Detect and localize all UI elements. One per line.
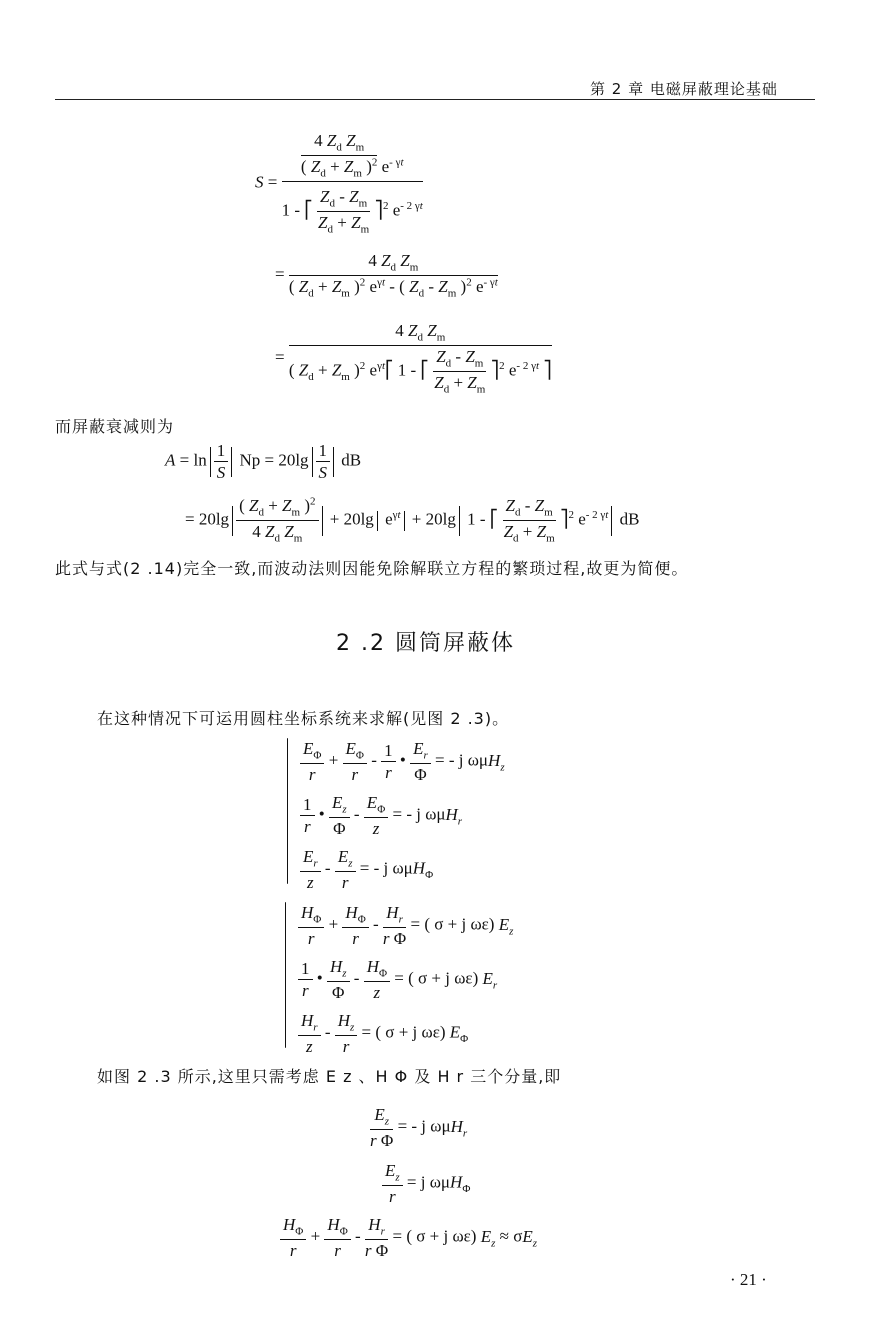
equation-final-2: $\frac{E_z}{r}$ = j ωμH$_\Phi$: [382, 1160, 470, 1207]
equation-s-2: = 4 $Z_d$ $Z_m$ ( $Z_d + Z_m$ )$^2$ $e^{\gamma t}$ - ( $Z_d - Z_m$ )$^2$ $e^{- \gamma t}$: [275, 251, 498, 300]
equation-h-3: $\frac{H_r}{z}$ - $\frac{H_z}{r}$ = ( σ + j ωε) $E_\Phi$: [298, 1010, 468, 1057]
equation-e-3: $\frac{E_r}{z}$ - $\frac{E_z}{r}$ = - j ωμH$_\Phi$: [300, 846, 433, 893]
paragraph-conclusion: 此式与式(2 .14)完全一致,而波动法则因能免除解联立方程的繁琐过程,故更为简便。: [55, 559, 689, 578]
page-number: · 21 ·: [730, 1270, 767, 1289]
section-title: 2 .2 圆筒屏蔽体: [336, 631, 515, 656]
equation-final-1: $\frac{E_z}{\text{r Φ}}$ = - j ωμH$_r$: [370, 1105, 468, 1151]
paragraph-cylinder-intro: 在这种情况下可运用圆柱坐标系统来求解(见图 2 .3)。: [97, 709, 510, 728]
running-header: 第 2 章 电磁屏蔽理论基础: [590, 80, 778, 98]
equation-s-3: = 4 $Z_d$ $Z_m$ ( $Z_d + Z_m$ )$^2$ $e^{\gamma t}⎡$ 1 - ⎡ $\frac{Z_d - Z_m}{Z_d + Z_m}$ ⎤$^2$ $e^{- 2 \gamma t}$ ⎤: [275, 321, 552, 396]
equation-s-1: S = $\frac{4 Z_d Z_m}{( Z_d + Z_m )^2}$ $e^{- \gamma t}$ 1 - ⎡ $\frac{Z_d - Z_m}{Z_d + Z_m}$ ⎤$^2$ $e^{- 2 \gamma t}$: [255, 131, 423, 236]
header-rule: [55, 99, 815, 100]
equation-e-2: $\frac{1}{r}$ • $\frac{E_z}{\Phi}$ - $\frac{E_\Phi}{z}$ = - j ωμH$_r$: [300, 792, 462, 839]
brace-h-system: [285, 902, 286, 1048]
equation-final-3: $\frac{H_\Phi}{r}$ + $\frac{H_\Phi}{r}$ - $\frac{H_r}{\text{r Φ}}$ = ( σ + j ωε) $E_z \approx \sigma E_z$: [280, 1214, 537, 1261]
equation-h-2: $\frac{1}{r}$ • $\frac{H_z}{\Phi}$ - $\frac{H_\Phi}{z}$ = ( σ + j ωε) $E_r$: [298, 956, 497, 1003]
brace-e-system: [287, 738, 288, 884]
paragraph-attenuation-intro: 而屏蔽衰减则为: [55, 417, 175, 436]
paragraph-components: 如图 2 .3 所示,这里只需考虑 E z 、H Φ 及 H r 三个分量,即: [97, 1067, 562, 1086]
equation-a-1: A = ln $\frac{1}{S}$ Np = 20lg $\frac{1}{S}$ dB: [165, 441, 362, 483]
equation-h-1: $\frac{H_\Phi}{r}$ + $\frac{H_\Phi}{r}$ - $\frac{H_r}{\text{r Φ}}$ = ( σ + j ωε) $E_z$: [298, 902, 513, 949]
equation-e-1: $\frac{E_\Phi}{r}$ + $\frac{E_\Phi}{r}$ - $\frac{1}{r}$ • $\frac{E_r}{\Phi}$ = - j ωμH$_z$: [300, 738, 505, 785]
equation-a-2: = 20lg $\frac{( Z_d + Z_m )^2}{4 Z_d Z_m}$ + 20lg $e^{\gamma t} + 20\lg$ 1 - ⎡ $\frac{Z_d - Z_m}{Z_d + Z_m}$ ⎤$^2$ $e^{- 2 \gamma t}$ dB: [185, 495, 640, 545]
